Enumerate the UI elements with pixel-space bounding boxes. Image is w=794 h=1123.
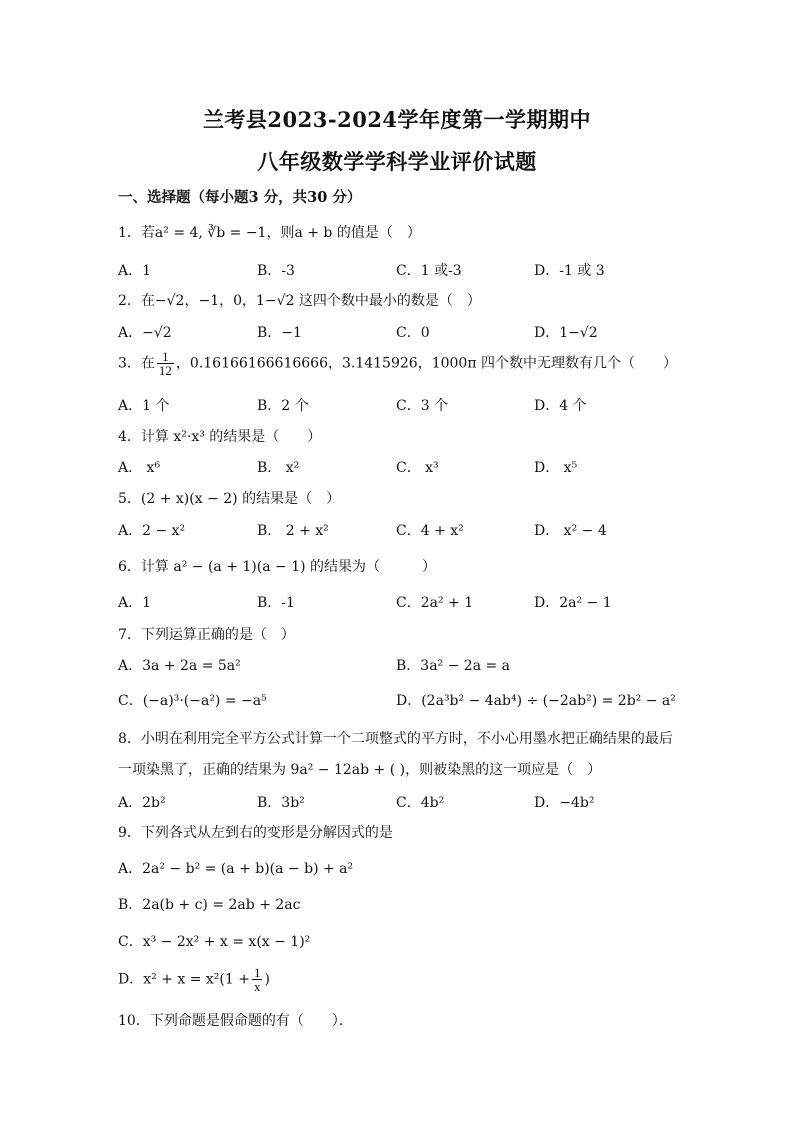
question-9-option-d-suffix: ): [264, 971, 270, 988]
question-6-stem: 6．计算 a² − (a + 1)(a − 1) 的结果为（ ）: [118, 559, 437, 575]
question-4-stem: 4．计算 x²·x³ 的结果是（ ）: [118, 429, 322, 445]
question-7-stem: 7．下列运算正确的是（ ）: [118, 627, 295, 643]
fraction-one-twelfth: $\frac{1}{12}$: [158, 349, 172, 378]
question-7-option-d: D．(2a³b² − 4ab⁴) ÷ (−2ab²) = 2b² − a²: [396, 693, 676, 709]
question-3-stem-suffix: ，0.16166166616666，3.1415926，1000π 四个数中无理数有几个（ ）: [175, 355, 677, 372]
question-1-option-d: D．-1 或 3: [534, 263, 605, 279]
question-3-stem: [118, 350, 677, 377]
question-7-option-b: B．3a² − 2a = a: [396, 658, 511, 674]
fraction-one-over-x: $\frac{1}{x}$: [253, 965, 261, 994]
question-9-option-a: A．2a² − b² = (a + b)(a − b) + a²: [118, 861, 354, 877]
question-8-option-c: C．4b²: [396, 795, 445, 811]
question-2-option-d: D．1−√2: [534, 325, 598, 341]
question-9-option-b: B．2a(b + c) = 2ab + 2ac: [118, 897, 301, 913]
question-1-option-a: A．1: [118, 263, 152, 279]
question-6-option-c: C．2a² + 1: [396, 595, 474, 611]
question-8-option-d: D．−4b²: [534, 795, 595, 811]
question-1-stem: 1．若a² = 4, ∛b = −1，则a + b 的值是（ ）: [118, 225, 421, 241]
question-9-option-d-prefix: D．x² + x = x²(1 +: [118, 971, 250, 988]
question-10-stem: 10．下列命题是假命题的有（ ）．: [118, 1013, 353, 1029]
question-2-stem: 2．在−√2，−1，0，1−√2 这四个数中最小的数是（ ）: [118, 293, 481, 309]
question-6-option-d: D．2a² − 1: [534, 595, 612, 611]
question-2-option-b: B．−1: [257, 325, 302, 341]
question-8-stem-line2: 一项染黑了，正确的结果为 9a² − 12ab + ( )，则被染黑的这一项应是（ ）: [118, 762, 602, 778]
question-4-option-b: B． x²: [257, 460, 300, 476]
exam-title-line1: 兰考县2023-2024学年度第一学期期中: [202, 107, 592, 132]
question-7-option-a: A．3a + 2a = 5a²: [118, 658, 241, 674]
question-8-option-a: A．2b²: [118, 795, 166, 811]
question-9-option-c: C．x³ − 2x² + x = x(x − 1)²: [118, 934, 311, 950]
question-5-option-a: A．2 − x²: [118, 523, 186, 539]
question-3-option-b: B．2 个: [257, 398, 309, 414]
exam-title-line2: 八年级数学学科学业评价试题: [257, 149, 537, 174]
question-1-option-c: C．1 或-3: [396, 263, 462, 279]
question-9-option-d: [118, 966, 270, 993]
question-3-option-c: C．3 个: [396, 398, 449, 414]
question-6-option-b: B．-1: [257, 595, 295, 611]
question-4-option-a: A． x⁶: [118, 460, 161, 476]
question-1-option-b: B．-3: [257, 263, 295, 279]
question-2-option-a: A．−√2: [118, 325, 172, 341]
question-3-stem-prefix: 3．在: [118, 355, 155, 372]
question-6-option-a: A．1: [118, 595, 152, 611]
question-3-option-a: A．1 个: [118, 398, 170, 414]
question-5-option-b: B． 2 + x²: [257, 523, 329, 539]
question-8-stem-line1: 8．小明在利用完全平方公式计算一个二项整式的平方时，不小心用墨水把正确结果的最后: [118, 731, 673, 747]
question-7-option-c: C．(−a)³·(−a²) = −a⁵: [118, 693, 267, 709]
question-3-option-d: D．4 个: [534, 398, 587, 414]
question-4-option-c: C． x³: [396, 460, 439, 476]
question-9-stem: 9．下列各式从左到右的变形是分解因式的是: [118, 825, 393, 841]
section-heading-choice: 一、选择题（每小题3 分，共30 分）: [118, 189, 362, 206]
question-4-option-d: D． x⁵: [534, 460, 578, 476]
question-8-option-b: B．3b²: [257, 795, 305, 811]
question-2-option-c: C．0: [396, 325, 430, 341]
question-5-option-c: C．4 + x²: [396, 523, 464, 539]
question-5-option-d: D． x² − 4: [534, 523, 607, 539]
question-5-stem: 5．(2 + x)(x − 2) 的结果是（ ）: [118, 491, 341, 507]
